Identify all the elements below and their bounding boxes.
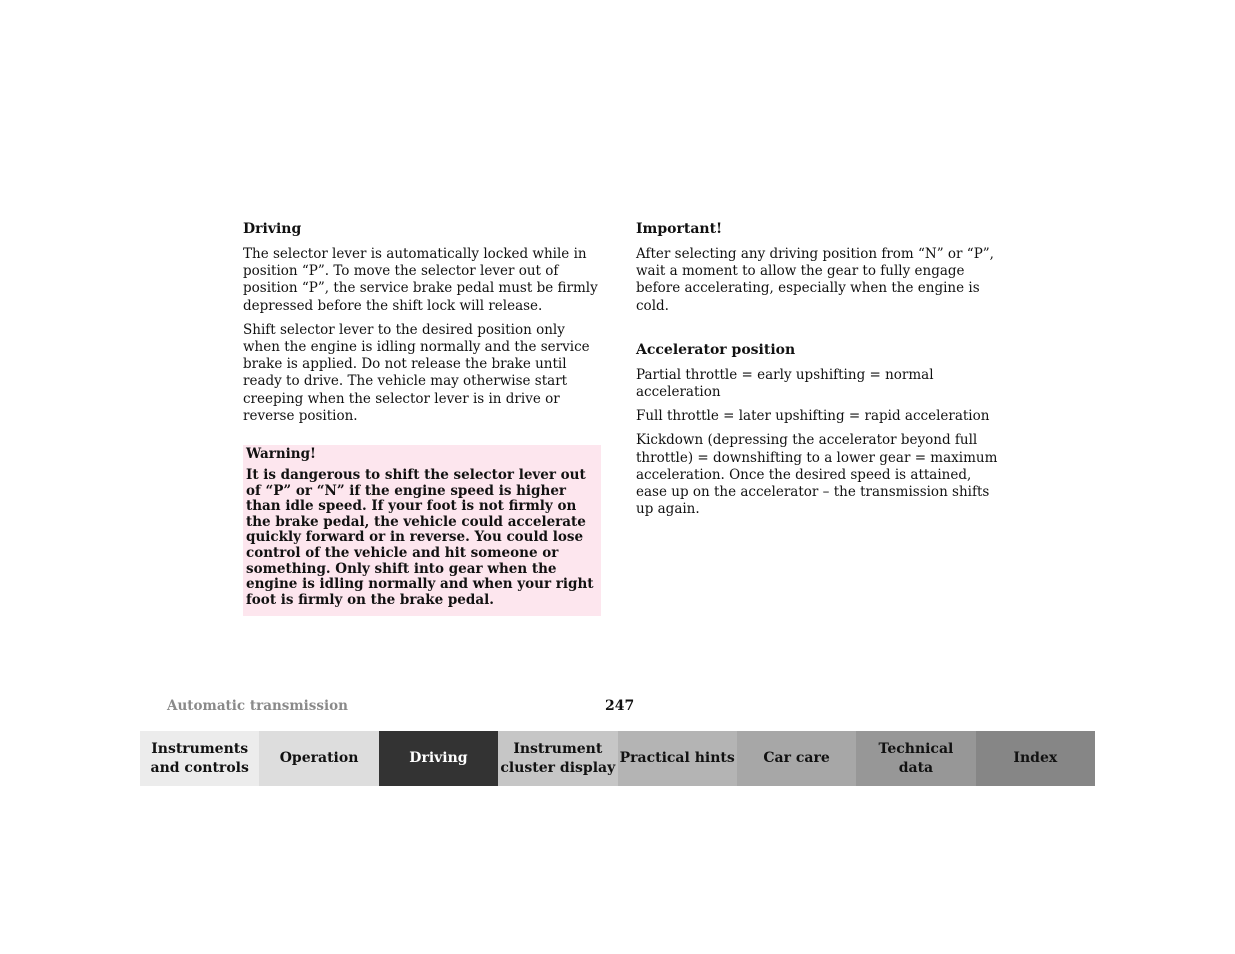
tab-instruments-and-controls[interactable]: Instruments and controls [140,731,259,786]
right-column [636,220,998,525]
chapter-navigation [140,731,1095,786]
important-text: After selecting any driving position from “N” or “P”, wait a moment to allow the gear to fully engage before accelerating, especially when the engine is cold. [636,246,994,314]
warning-box [243,445,601,616]
tab-practical-hints[interactable]: Practical hints [618,731,737,786]
shift-lock-paragraph: The selector lever is automatically locked while in position “P”. To move the selector lever out of position “P”, the service brake pedal must be firmly depressed before the shift lock will release. [243,246,598,314]
kickdown-item: Kickdown (depressing the accelerator beyond full throttle) = downshifting to a lower gear = maximum acceleration. Once the desired speed is attained, ease up on the accelerator – the transmission shifts up again. [636,432,998,518]
tab-car-care[interactable]: Car care [737,731,856,786]
partial-throttle-item: Partial throttle = early upshifting = normal acceleration [636,366,934,401]
warning-text: It is dangerous to shift the selector lever out of “P” or “N” if the engine speed is higher than idle speed. If your foot is not firmly on the brake pedal, the vehicle could accelerate quickly forward or in reverse. You could lose control of the vehicle and hit someone or something. Only shift into gear when the engine is idling normally and when your right foot is firmly on the brake pedal. [246,467,594,608]
tab-instrument-cluster-display[interactable]: Instrument cluster display [498,731,617,786]
tab-technical-data[interactable]: Technical data [856,731,975,786]
section-title: Automatic transmission [167,698,348,714]
accelerator-heading: Accelerator position [636,341,796,358]
tab-driving[interactable]: Driving [379,731,498,786]
important-heading: Important! [636,221,723,237]
full-throttle-item: Full throttle = later upshifting = rapid acceleration [636,408,990,425]
driving-heading: Driving [243,221,302,237]
page-number: 247 [605,698,635,714]
left-column [243,220,601,616]
shift-selector-paragraph: Shift selector lever to the desired position only when the engine is idling normally and the service brake is applied. Do not release the brake until ready to drive. The vehicle may otherwise start creeping when the selector lever is in drive or reverse position. [243,321,590,424]
warning-title: Warning! [246,446,316,463]
tab-index[interactable]: Index [976,731,1095,786]
tab-operation[interactable]: Operation [259,731,378,786]
